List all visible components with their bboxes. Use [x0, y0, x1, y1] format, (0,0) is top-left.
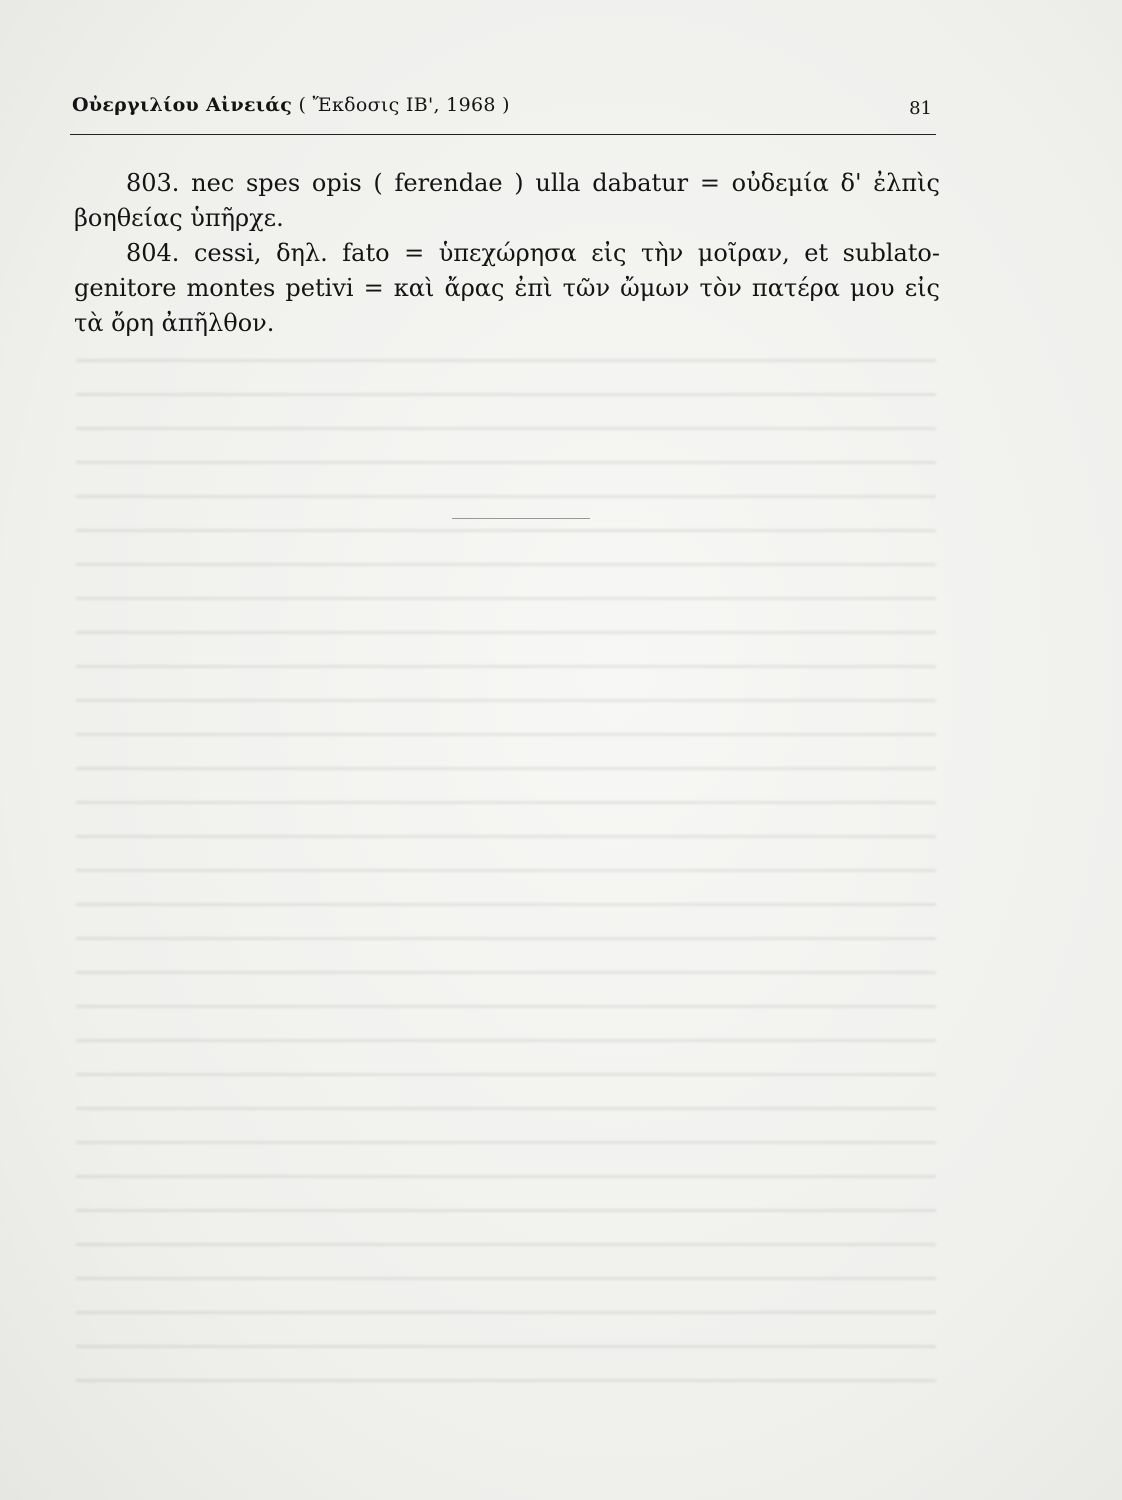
entry-804 — [74, 236, 940, 341]
show-through-rule — [452, 518, 590, 519]
entry-line: genitore montes petivi = καὶ ἄρας ἐπὶ τῶν ὤμων τὸν πατέρα μου εἰς — [74, 274, 940, 302]
show-through-text — [76, 345, 936, 1405]
entry-803 — [74, 166, 940, 236]
header-title-edition: ( Ἔκδοσις ΙΒ', 1968 ) — [292, 94, 510, 116]
header-rule — [70, 134, 936, 135]
entry-line: 803. nec spes opis ( ferendae ) ulla dabatur = οὐδεμία δ' ἐλπὶς — [126, 169, 940, 197]
entry-line: βοηθείας ὑπῆρχε. — [74, 204, 284, 232]
running-header — [72, 94, 938, 130]
entry-line: τὰ ὄρη ἀπῆλθον. — [74, 309, 275, 337]
header-title — [72, 94, 510, 116]
header-title-bold: Οὐεργιλίου Αἰνειάς — [72, 94, 293, 116]
page-number: 81 — [909, 98, 932, 119]
commentary-body — [74, 166, 940, 341]
entry-line: 804. cessi, δηλ. fato = ὑπεχώρησα εἰς τὴν μοῖραν, et sublato- — [126, 239, 940, 267]
